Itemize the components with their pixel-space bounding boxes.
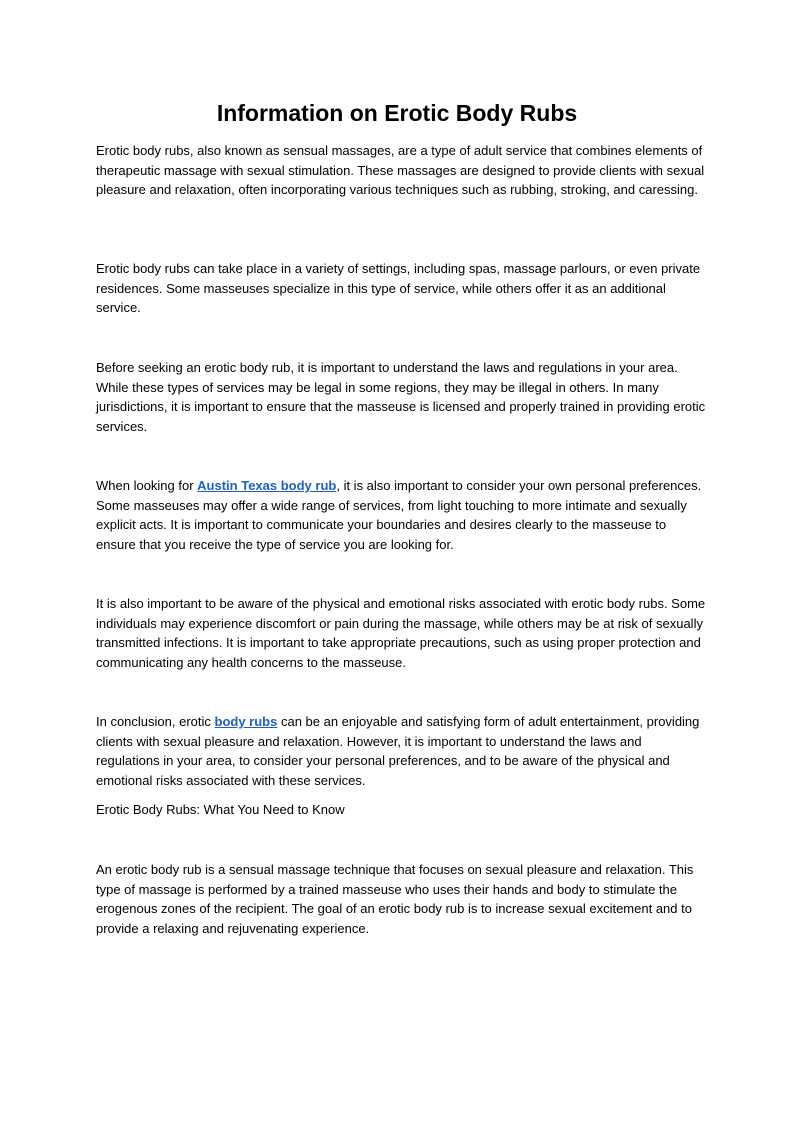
paragraph-settings: Erotic body rubs can take place in a variety of settings, including spas, massage parlours, or even private residences. Some masseuses specialize in this type of service, while others offer it as an additional service. bbox=[96, 261, 701, 315]
paragraph-conclusion-text-after: can be an enjoyable and satisfying form of adult entertainment, providing clients with sexual pleasure and relaxation. However, it is important to understand the laws and regulations in your area, to consider your personal preferences, and to be aware of the physical and emotional risks associated with these services. bbox=[96, 714, 700, 788]
paragraph-preferences-text-before: When looking for bbox=[96, 478, 198, 493]
paragraph-preferences-text-after: , it is also important to consider your own personal preferences. Some masseuses may offer a wide range of services, from light touching to more intimate and sexually explicit acts. It is important to communicate your boundaries and desires clearly to the masseuse to ensure that you receive the type of service you are looking for. bbox=[96, 478, 702, 552]
paragraph-definition: An erotic body rub is a sensual massage technique that focuses on sexual pleasure and relaxation. This type of massage is performed by a trained masseuse who uses their hands and body to stimulate the erogenous zones of the recipient. The goal of an erotic body rub is to increase sexual excitement and to provide a relaxing and rejuvenating experience. bbox=[96, 862, 694, 936]
paragraph-conclusion bbox=[96, 712, 708, 790]
section-subheading: Erotic Body Rubs: What You Need to Know bbox=[96, 802, 345, 817]
paragraph-intro: Erotic body rubs, also known as sensual massages, are a type of adult service that combines elements of therapeutic massage with sexual stimulation. These massages are designed to provide clients with sexual pleasure and relaxation, often incorporating various techniques such as rubbing, stroking, and caressing. bbox=[96, 143, 705, 197]
austin-body-rub-link[interactable]: Austin Texas body rub bbox=[197, 478, 337, 493]
page-title: Information on Erotic Body Rubs bbox=[216, 100, 578, 126]
paragraph-laws: Before seeking an erotic body rub, it is important to understand the laws and regulations in your area. While these types of services may be legal in some regions, they may be illegal in others. In many jurisdictions, it is important to ensure that the masseuse is licensed and properly trained in providing erotic services. bbox=[96, 360, 706, 434]
body-rubs-link[interactable]: body rubs bbox=[214, 714, 278, 729]
paragraph-conclusion-text-before: In conclusion, erotic bbox=[96, 714, 215, 729]
paragraph-risks: It is also important to be aware of the physical and emotional risks associated with erotic body rubs. Some individuals may experience discomfort or pain during the massage, while others may be at risk of sexually transmitted infections. It is important to take appropriate precautions, such as using proper protection and communicating any health concerns to the masseuse. bbox=[96, 596, 706, 670]
paragraph-preferences bbox=[96, 476, 708, 554]
